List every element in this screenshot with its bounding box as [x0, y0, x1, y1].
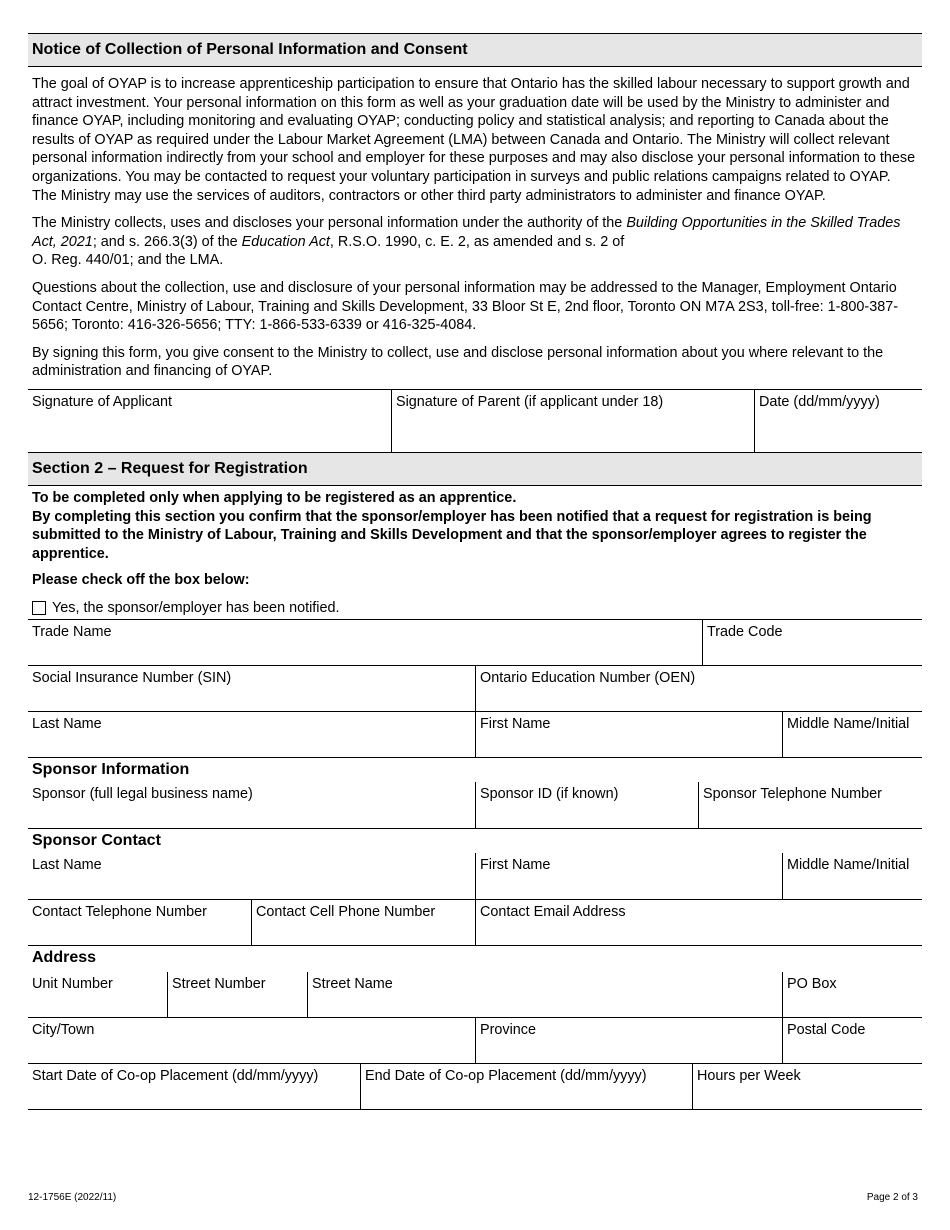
trade-code-field[interactable]: Trade Code	[702, 620, 922, 665]
contact-phone-field[interactable]: Contact Telephone Number	[32, 903, 207, 920]
sin-field[interactable]: Social Insurance Number (SIN)	[32, 669, 232, 686]
address-street-row	[28, 972, 922, 1018]
contact-cell-field[interactable]: Contact Cell Phone Number	[251, 900, 475, 945]
sponsor-notified-row: Yes, the sponsor/employer has been notified.	[28, 599, 922, 617]
address-city-row	[28, 1018, 922, 1064]
contact-first-name-field[interactable]: First Name	[475, 853, 782, 899]
unit-number-field[interactable]: Unit Number	[32, 975, 113, 992]
applicant-first-name-field[interactable]: First Name	[475, 712, 782, 757]
notice-heading: Notice of Collection of Personal Information and Consent	[28, 33, 922, 67]
coop-start-date-field[interactable]: Start Date of Co-op Placement (dd/mm/yyyy)	[32, 1067, 319, 1084]
applicant-signature-field[interactable]: Signature of Applicant	[32, 393, 173, 410]
sponsor-id-field[interactable]: Sponsor ID (if known)	[475, 782, 698, 828]
section2-heading: Section 2 – Request for Registration	[28, 452, 922, 486]
parent-signature-field[interactable]: Signature of Parent (if applicant under 18)	[391, 390, 754, 452]
sponsor-name-field[interactable]: Sponsor (full legal business name)	[32, 785, 253, 802]
sponsor-info-heading: Sponsor Information	[32, 760, 190, 778]
sponsor-notified-checkbox[interactable]	[32, 601, 46, 615]
po-box-field[interactable]: PO Box	[782, 972, 922, 1017]
contact-middle-name-field[interactable]: Middle Name/Initial	[782, 853, 922, 899]
trade-row	[28, 619, 922, 666]
province-field[interactable]: Province	[475, 1018, 782, 1063]
check-prompt: Please check off the box below:	[32, 572, 250, 589]
hours-per-week-field[interactable]: Hours per Week	[692, 1064, 922, 1109]
street-number-field[interactable]: Street Number	[167, 972, 307, 1017]
sponsor-row	[28, 782, 922, 829]
notice-paragraph-purpose: The goal of OYAP is to increase apprenticeship participation to ensure that Ontario has the skilled labour necessary to support growth and attract investment. Your personal information on this form as well as your graduation date will be used by the Ministry to administer and finance OYAP, including monitoring and evaluating OYAP; conducting policy and statistical analysis; and reporting to Canada about the results of OYAP as required under the Labour Market Agreement (LMA) between Canada and Ontario. The Ministry will collect relevant personal information indirectly from your school and employer for these purposes and may also disclose your personal information to these organizations. You may be contacted to request your voluntary participation in surveys and public relations campaigns related to OYAP. The Ministry may use the services of auditors, contractors or other third party administrators to administer and finance OYAP.	[32, 76, 916, 204]
contact-phone-row	[28, 900, 922, 946]
notice-paragraph-contact: Questions about the collection, use and disclosure of your personal information may be addressed to the Manager, Employment Ontario Contact Centre, Ministry of Labour, Training and Skills Development, 33 Bloor St E, 2nd floor, Toronto ON M7A 2S3, toll-free: 1-800-387-5656; Toronto: 416-326-5656; TTY: 1-866-533-6339 or 416-325-4084.	[32, 279, 899, 334]
address-heading: Address	[32, 948, 97, 966]
form-page	[28, 33, 922, 1110]
street-name-field[interactable]: Street Name	[307, 972, 782, 1017]
coop-row	[28, 1064, 922, 1110]
sponsor-phone-field[interactable]: Sponsor Telephone Number	[698, 782, 922, 828]
sin-oen-row	[28, 666, 922, 712]
signature-row	[28, 389, 922, 452]
applicant-last-name-field[interactable]: Last Name	[32, 715, 102, 732]
applicant-name-row	[28, 712, 922, 758]
city-field[interactable]: City/Town	[32, 1021, 95, 1038]
applicant-middle-name-field[interactable]: Middle Name/Initial	[782, 712, 922, 757]
page-number: Page 2 of 3	[866, 1192, 918, 1203]
postal-code-field[interactable]: Postal Code	[782, 1018, 922, 1063]
notice-paragraph-authority: The Ministry collects, uses and discloses your personal information under the authority of the Building Opportunities in the Skilled Trades Act, 2021; and s. 266.3(3) of the Education Act, R.S.O. 1990, c. E. 2, as amended and s. 2 of O. Reg. 440/01; and the LMA.	[32, 215, 901, 269]
contact-email-field[interactable]: Contact Email Address	[475, 900, 922, 945]
oen-field[interactable]: Ontario Education Number (OEN)	[475, 666, 922, 711]
form-number: 12-1756E (2022/11)	[28, 1192, 117, 1203]
signature-date-field[interactable]: Date (dd/mm/yyyy)	[754, 390, 922, 452]
contact-name-row	[28, 853, 922, 900]
contact-last-name-field[interactable]: Last Name	[32, 856, 102, 873]
trade-name-field[interactable]: Trade Name	[32, 623, 112, 640]
notice-paragraph-consent: By signing this form, you give consent to the Ministry to collect, use and disclose personal information about you where relevant to the administration and financing of OYAP.	[32, 344, 884, 380]
sponsor-contact-heading: Sponsor Contact	[32, 831, 161, 849]
coop-end-date-field[interactable]: End Date of Co-op Placement (dd/mm/yyyy)	[360, 1064, 692, 1109]
section2-intro: To be completed only when applying to be registered as an apprentice. By completing this section you confirm that the sponsor/employer has been notified that a request for registration is being submitted to the Ministry of Labour, Training and Skills Development and that the sponsor/employer agrees to register the apprentice.	[32, 489, 872, 562]
